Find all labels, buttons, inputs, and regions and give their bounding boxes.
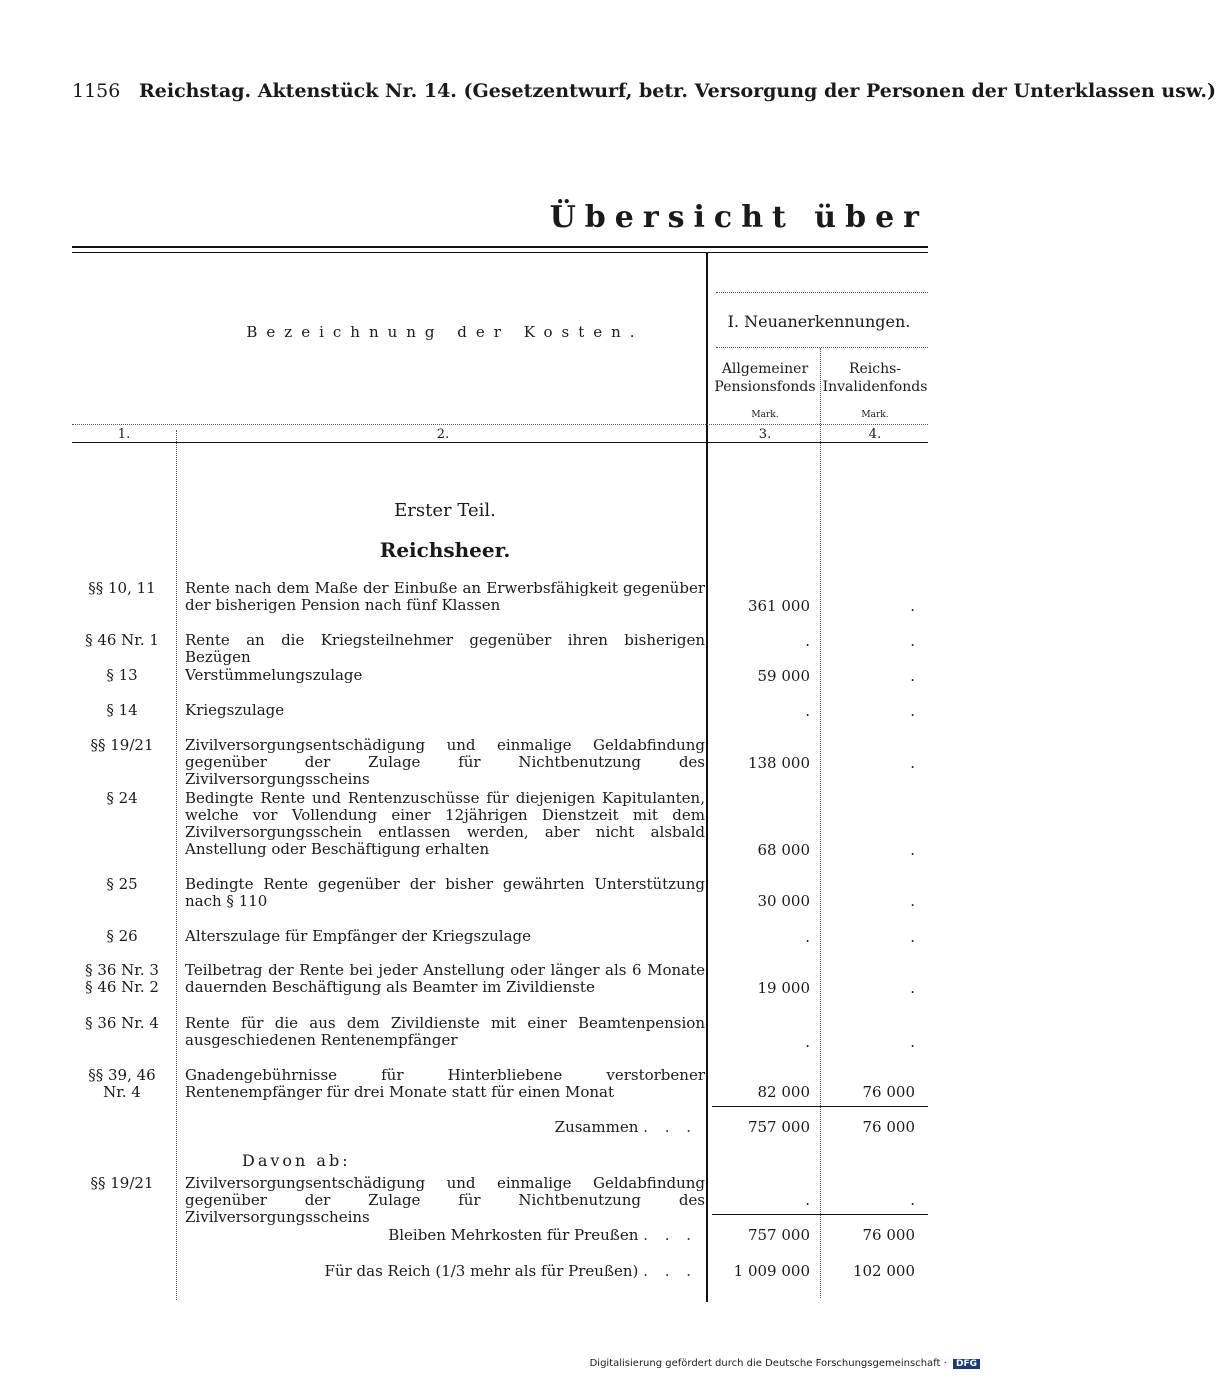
column-rule-3 (820, 348, 821, 1298)
row-value-col3: 361 000 (747, 597, 810, 615)
row-value-col3: 68 000 (757, 841, 810, 859)
row-value-col4: . (910, 1191, 915, 1209)
sum-label: Zusammen . . . (554, 1118, 697, 1136)
row-paragraph: §§ 19/21 (90, 1174, 154, 1192)
column-header-3-line2: Pensionsfonds (714, 379, 816, 395)
header-rule-colnums (72, 442, 928, 443)
column-group-header: I. Neuanerkennungen. (727, 312, 911, 331)
row-paragraph: § 36 Nr. 3 § 46 Nr. 2 (85, 961, 159, 996)
page-header (72, 80, 1216, 102)
dfg-logo: DFG (953, 1359, 980, 1369)
row-paragraph: § 25 (106, 875, 138, 893)
table-top-rule (72, 246, 928, 253)
row-value-col4: 76 000 (862, 1083, 915, 1101)
column-rule-1 (176, 430, 177, 1300)
row-description: Alterszulage für Empfänger der Kriegszulage (185, 927, 532, 945)
row-paragraph: §§ 39, 46 Nr. 4 (88, 1066, 156, 1101)
sum-value-col3: 757 000 (747, 1118, 810, 1136)
row-value-col3: . (805, 702, 810, 720)
header-rule-group (716, 347, 928, 348)
row-description: Verstümmelungszulage (185, 666, 363, 684)
sum-value-col4: 76 000 (862, 1118, 915, 1136)
row-description: Kriegszulage (185, 701, 285, 719)
row-value-col4: . (910, 841, 915, 859)
row-paragraph: § 24 (106, 789, 138, 807)
row-value-col4: . (910, 979, 915, 997)
row-value-col3: . (805, 1191, 810, 1209)
row-value-col4: . (910, 928, 915, 946)
reich-value-col3: 1 009 000 (733, 1262, 810, 1280)
row-paragraph: § 46 Nr. 1 (85, 631, 159, 649)
page-header-title: Reichstag. Aktenstück Nr. 14. (Gesetzentwurf, betr. Versorgung der Personen der Unterklassen usw.) (138, 80, 1216, 102)
row-value-col4: . (910, 1033, 915, 1051)
overview-title: Übersicht über (549, 200, 928, 235)
section-part: Erster Teil. (394, 500, 496, 521)
row-value-col3: 82 000 (757, 1083, 810, 1101)
row-description: Gnadengebührnisse für Hinterbliebene verstorbener Rentenempfänger für drei Monate statt für einen Monat (185, 1066, 705, 1101)
row-value-col3: 138 000 (747, 754, 810, 772)
row-value-col3: 19 000 (757, 979, 810, 997)
row-description: Bedingte Rente gegenüber der bisher gewährten Unterstützung nach § 110 (185, 875, 705, 910)
row-value-col4: . (910, 892, 915, 910)
column-rule-main (706, 252, 708, 1302)
sum-rule (712, 1106, 928, 1107)
column-header-4-line1: Reichs- (848, 361, 902, 377)
column-number-3: 3. (758, 427, 772, 442)
row-value-col3: 30 000 (757, 892, 810, 910)
row-description: Zivilversorgungsentschädigung und einmalige Geldabfindung gegenüber der Zulage für Nichtbenutzung des Zivilversorgungsscheins (185, 736, 705, 788)
column-header-4-line2: Invalidenfonds (822, 379, 928, 395)
header-rule-bottom (72, 424, 928, 425)
remaining-value-col3: 757 000 (747, 1226, 810, 1244)
digitization-credit (590, 1358, 980, 1369)
row-value-col4: . (910, 754, 915, 772)
row-value-col4: . (910, 632, 915, 650)
column-number-4: 4. (868, 427, 882, 442)
column-number-1: 1. (117, 427, 131, 442)
column-header-description: Bezeichnung der Kosten. (246, 323, 644, 341)
row-paragraph: § 26 (106, 927, 138, 945)
row-paragraph: § 13 (106, 666, 138, 684)
unit-col-4: Mark. (861, 410, 889, 420)
row-value-col3: . (805, 928, 810, 946)
deduction-label: Davon ab: (242, 1151, 351, 1170)
column-header-3-line1: Allgemeiner (721, 361, 809, 377)
row-value-col4: . (910, 702, 915, 720)
row-description: Rente nach dem Maße der Einbuße an Erwerbsfähigkeit gegenüber der bisherigen Pension nach fünf Klassen (185, 579, 705, 614)
row-value-col4: . (910, 667, 915, 685)
column-header-4 (822, 360, 928, 396)
page-number: 1156 (72, 80, 121, 102)
row-value-col3: 59 000 (757, 667, 810, 685)
row-description: Teilbetrag der Rente bei jeder Anstellung oder länger als 6 Monate dauernden Beschäftigung als Beamter im Zivildienste (185, 961, 705, 996)
row-value-col3: . (805, 632, 810, 650)
column-number-2: 2. (436, 427, 450, 442)
column-header-3 (712, 360, 818, 396)
reich-label: Für das Reich (1/3 mehr als für Preußen) . . . (324, 1262, 697, 1280)
row-paragraph: §§ 10, 11 (88, 579, 156, 597)
remaining-label: Bleiben Mehrkosten für Preußen . . . (388, 1226, 697, 1244)
section-heading: Reichsheer. (379, 538, 511, 562)
credit-text: Digitalisierung gefördert durch die Deutsche Forschungsgemeinschaft · (589, 1358, 947, 1369)
row-description: Bedingte Rente und Rentenzuschüsse für diejenigen Kapitulanten, welche vor Vollendung einer 12jährigen Dienstzeit mit dem Zivilversorgungsschein entlassen werden, aber nicht alsbald Anstellung oder Beschäftigung erhalten (185, 789, 705, 858)
row-description: Rente für die aus dem Zivildienste mit einer Beamtenpension ausgeschiedenen Rentenempfänger (185, 1014, 705, 1049)
row-value-col4: . (910, 597, 915, 615)
reich-value-col4: 102 000 (852, 1262, 915, 1280)
header-rule-top (716, 292, 928, 293)
row-description: Zivilversorgungsentschädigung und einmalige Geldabfindung gegenüber der Zulage für Nichtbenutzung des Zivilversorgungsscheins (185, 1174, 705, 1226)
unit-col-3: Mark. (751, 410, 779, 420)
row-description: Rente an die Kriegsteilnehmer gegenüber ihren bisherigen Bezügen (185, 631, 705, 666)
row-paragraph: § 14 (106, 701, 138, 719)
bleiben-rule (712, 1214, 928, 1215)
remaining-value-col4: 76 000 (862, 1226, 915, 1244)
row-value-col3: . (805, 1033, 810, 1051)
row-paragraph: § 36 Nr. 4 (85, 1014, 159, 1032)
row-paragraph: §§ 19/21 (90, 736, 154, 754)
